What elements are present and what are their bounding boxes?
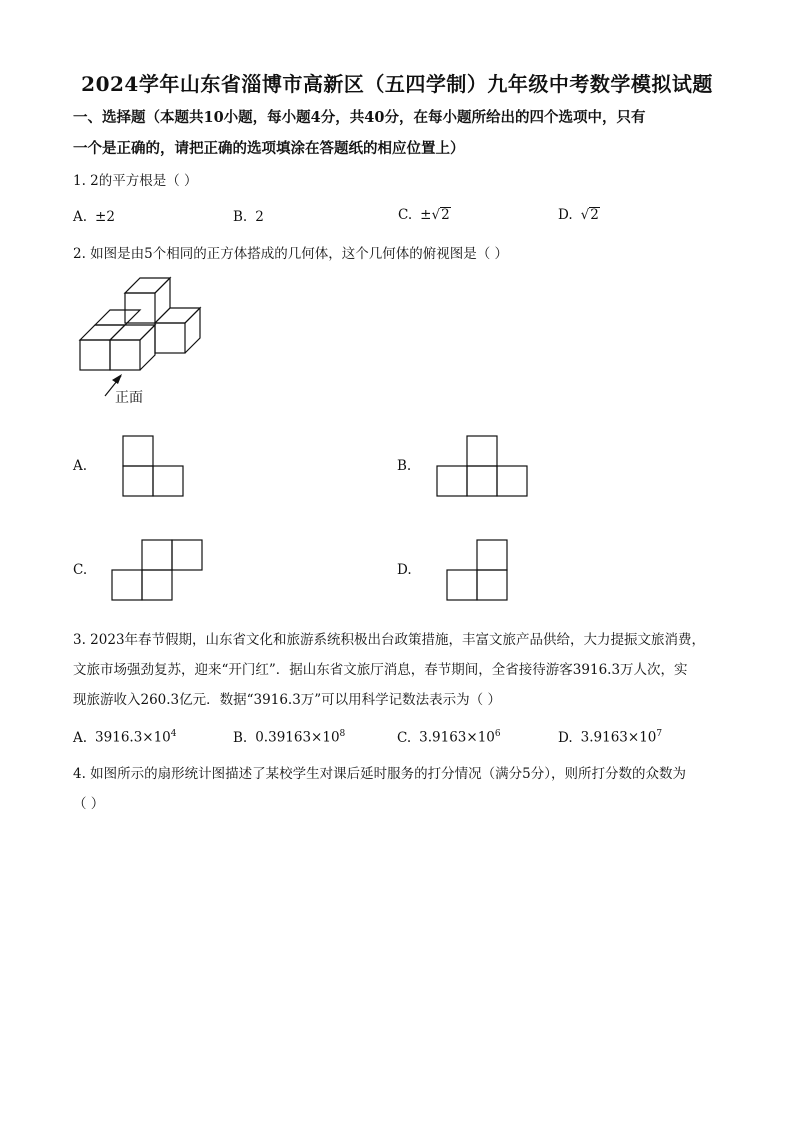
q2-option-c-figure bbox=[112, 540, 202, 600]
q3-option-a: A. $3916.3\times 10^4$ bbox=[73, 729, 177, 746]
q4-stem-line1: 4. 如图所示的扇形统计图描述了某校学生对课后延时服务的打分情况（满分5分），则所打分数的众数为 bbox=[73, 766, 687, 782]
q2-option-b-figure bbox=[437, 436, 527, 496]
q2-option-b-label: B. bbox=[397, 458, 412, 474]
q2-option-d-figure bbox=[447, 540, 507, 600]
q1-stem: 1. 2的平方根是（ ） bbox=[73, 173, 198, 189]
q3-stem-line3: 现旅游收入260.3亿元．数据“3916.3万”可以用科学记数法表示为（ ） bbox=[73, 692, 501, 708]
q2-option-d-label: D. bbox=[397, 562, 412, 578]
section-header-line1: 一、选择题（本题共10小题，每小题4分，共40分，在每小题所给出的四个选项中，只有 bbox=[73, 109, 646, 126]
q1-option-d: D. √2 bbox=[558, 207, 599, 223]
q4-stem-line2: （ ） bbox=[73, 796, 105, 812]
sqrt-symbol: √2 bbox=[580, 207, 599, 223]
sqrt-symbol: √2 bbox=[431, 207, 450, 223]
page-title: 2024学年山东省淄博市高新区（五四学制）九年级中考数学模拟试题 bbox=[81, 72, 713, 96]
front-view-label: 正面 bbox=[115, 390, 143, 406]
q1-option-c: C. ±√2 bbox=[398, 207, 450, 223]
q1-option-a: A. ±2 bbox=[73, 209, 115, 225]
q2-stem: 2. 如图是由5个相同的正方体搭成的几何体，这个几何体的俯视图是（ ） bbox=[73, 246, 509, 262]
q3-option-d: D. $3.9163\times 10^7$ bbox=[558, 729, 663, 746]
q3-option-c: C. $3.9163\times 10^6$ bbox=[397, 729, 501, 746]
q3-stem-line2: 文旅市场强劲复苏，迎来“开门红”．据山东省文旅厅消息，春节期间，全省接待游客3916.3万人次，实 bbox=[73, 662, 688, 678]
q2-option-a-figure bbox=[123, 436, 183, 496]
q1-option-b: B. 2 bbox=[233, 209, 264, 225]
q3-stem-line1: 3. 2023年春节假期，山东省文化和旅游系统积极出台政策措施，丰富文旅产品供给，大力提振文旅消费， bbox=[73, 632, 706, 648]
q2-option-c-label: C. bbox=[73, 562, 88, 578]
section-header-line2: 一个是正确的，请把正确的选项填涂在答题纸的相应位置上） bbox=[73, 140, 465, 157]
q2-option-a-label: A. bbox=[73, 458, 88, 474]
q3-option-b: B. $0.39163\times 10^8$ bbox=[233, 729, 346, 746]
